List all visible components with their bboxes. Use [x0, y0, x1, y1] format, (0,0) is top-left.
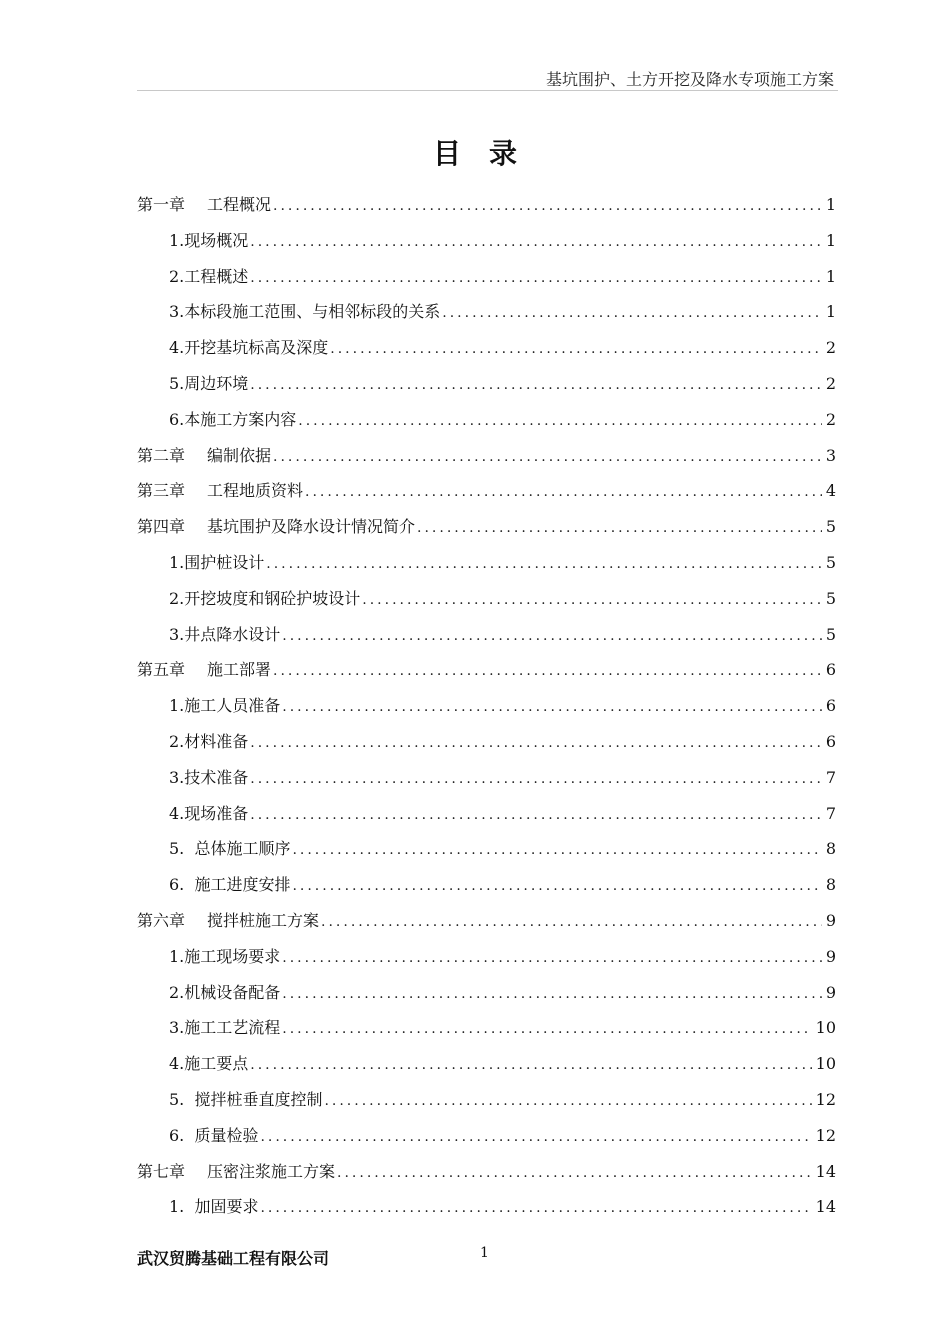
table-of-contents	[137, 187, 836, 1225]
toc-page-number: 2	[825, 338, 836, 358]
toc-section-entry[interactable]	[137, 1118, 836, 1154]
toc-chapter-entry[interactable]	[137, 903, 836, 939]
toc-dot-leader	[273, 440, 822, 474]
toc-entry-title: 3.技术准备	[169, 767, 249, 787]
toc-page-number: 1	[825, 230, 836, 250]
toc-dot-leader	[292, 869, 821, 903]
toc-dot-leader	[305, 475, 822, 509]
toc-section-entry[interactable]	[137, 688, 836, 724]
toc-entry-text	[137, 473, 303, 509]
toc-entry-text	[169, 366, 248, 402]
toc-chapter-number: 第五章	[137, 660, 186, 680]
toc-page-number: 2	[825, 409, 836, 429]
toc-entry-title: 3.井点降水设计	[169, 624, 281, 644]
toc-chapter-entry[interactable]	[137, 509, 836, 545]
toc-dot-leader	[282, 1012, 811, 1046]
toc-dot-leader	[266, 547, 822, 581]
toc-page-number: 2	[825, 373, 836, 393]
toc-entry-title: 1. 加固要求	[169, 1197, 259, 1217]
toc-entry-text	[169, 760, 248, 796]
toc-dot-leader	[250, 798, 822, 832]
toc-page-number: 5	[825, 552, 836, 572]
toc-chapter-entry[interactable]	[137, 187, 836, 223]
toc-dot-leader	[330, 332, 822, 366]
toc-entry-text	[137, 1154, 335, 1190]
toc-dot-leader	[282, 690, 822, 724]
toc-section-entry[interactable]	[137, 617, 836, 653]
toc-section-entry[interactable]	[137, 294, 836, 330]
toc-section-entry[interactable]	[137, 939, 836, 975]
toc-entry-title: 2.开挖坡度和钢砼护坡设计	[169, 588, 361, 608]
toc-page-number: 4	[825, 481, 836, 501]
toc-entry-text	[169, 581, 360, 617]
toc-section-entry[interactable]	[137, 760, 836, 796]
toc-page-number: 7	[825, 803, 836, 823]
toc-dot-leader	[282, 977, 822, 1011]
toc-entry-title: 2.材料准备	[169, 731, 249, 751]
toc-entry-title: 3.施工工艺流程	[169, 1018, 281, 1038]
toc-dot-leader	[250, 368, 822, 402]
toc-entry-text	[169, 1046, 248, 1082]
toc-entry-title: 压密注浆施工方案	[207, 1161, 336, 1181]
toc-entry-text	[169, 223, 248, 259]
toc-entry-text	[169, 330, 328, 366]
toc-entry-text	[169, 294, 440, 330]
toc-entry-text	[137, 438, 271, 474]
toc-entry-text	[169, 688, 280, 724]
toc-entry-text	[137, 903, 319, 939]
toc-page-number: 1	[825, 266, 836, 286]
toc-page-number: 9	[825, 982, 836, 1002]
toc-chapter-number: 第七章	[137, 1161, 186, 1181]
toc-section-entry[interactable]	[137, 796, 836, 832]
toc-dot-leader	[250, 1048, 811, 1082]
toc-section-entry[interactable]	[137, 1010, 836, 1046]
toc-dot-leader	[273, 654, 822, 688]
toc-entry-title: 6. 施工进度安排	[169, 875, 291, 895]
toc-section-entry[interactable]	[137, 545, 836, 581]
toc-section-entry[interactable]	[137, 1082, 836, 1118]
header-rule	[137, 90, 838, 91]
toc-entry-text	[169, 1010, 280, 1046]
toc-section-entry[interactable]	[137, 1189, 836, 1225]
toc-page-number: 8	[825, 875, 836, 895]
toc-entry-title: 4.开挖基坑标高及深度	[169, 338, 329, 358]
toc-dot-leader	[250, 726, 822, 760]
toc-dot-leader	[321, 905, 822, 939]
toc-page-number: 10	[815, 1054, 836, 1074]
toc-chapter-entry[interactable]	[137, 473, 836, 509]
toc-entry-title: 搅拌桩施工方案	[207, 910, 320, 930]
running-header-title: 基坑围护、土方开挖及降水专项施工方案	[545, 70, 834, 89]
toc-entry-title: 工程概况	[207, 195, 272, 214]
toc-dot-leader	[292, 833, 821, 867]
toc-page-number: 3	[825, 445, 836, 465]
toc-entry-title: 2.工程概述	[169, 266, 249, 286]
toc-section-entry[interactable]	[137, 330, 836, 366]
toc-entry-title: 5.周边环境	[169, 373, 249, 393]
toc-page-number: 14	[815, 1197, 836, 1217]
toc-entry-title: 1.施工人员准备	[169, 696, 281, 716]
toc-page-number: 7	[825, 767, 836, 787]
toc-entry-text	[169, 939, 280, 975]
toc-section-entry[interactable]	[137, 223, 836, 259]
toc-section-entry[interactable]	[137, 259, 836, 295]
toc-section-entry[interactable]	[137, 581, 836, 617]
toc-entry-title: 3.本标段施工范围、与相邻标段的关系	[169, 302, 441, 322]
toc-entry-text	[169, 259, 248, 295]
toc-page-number: 10	[815, 1018, 836, 1038]
toc-chapter-number: 第一章	[137, 195, 186, 214]
toc-entry-text	[169, 724, 248, 760]
toc-section-entry[interactable]	[137, 867, 836, 903]
toc-chapter-number: 第三章	[137, 481, 186, 501]
toc-entry-text	[169, 1082, 322, 1118]
toc-entry-title: 4.现场准备	[169, 803, 249, 823]
toc-dot-leader	[282, 619, 822, 653]
toc-page-number: 9	[825, 946, 836, 966]
toc-entry-title: 工程地质资料	[207, 481, 304, 501]
toc-entry-title: 6.本施工方案内容	[169, 409, 297, 429]
toc-entry-text	[169, 796, 248, 832]
toc-entry-text	[169, 617, 280, 653]
toc-entry-title: 2.机械设备配备	[169, 982, 281, 1002]
toc-entry-title: 基坑围护及降水设计情况简介	[207, 517, 416, 537]
toc-dot-leader	[250, 225, 822, 259]
toc-entry-text	[169, 831, 290, 867]
toc-section-entry[interactable]	[137, 975, 836, 1011]
toc-title: 目录	[432, 137, 545, 170]
toc-entry-text	[169, 1189, 258, 1225]
toc-section-entry[interactable]	[137, 366, 836, 402]
toc-entry-text	[169, 975, 280, 1011]
toc-dot-leader	[273, 189, 822, 223]
toc-chapter-number: 第四章	[137, 517, 186, 537]
toc-chapter-entry[interactable]	[137, 1154, 836, 1190]
toc-page-number: 9	[825, 910, 836, 930]
toc-chapter-entry[interactable]	[137, 438, 836, 474]
toc-entry-text	[137, 652, 271, 688]
toc-dot-leader	[260, 1191, 811, 1225]
toc-entry-text	[137, 187, 271, 223]
toc-entry-title: 1.施工现场要求	[169, 946, 281, 966]
toc-chapter-number: 第六章	[137, 910, 186, 930]
toc-entry-title: 5. 总体施工顺序	[169, 839, 291, 859]
toc-entry-text	[137, 509, 415, 545]
toc-entry-text	[169, 867, 290, 903]
toc-dot-leader	[417, 511, 822, 545]
toc-entry-text	[169, 1118, 258, 1154]
toc-page-number: 5	[825, 624, 836, 644]
toc-dot-leader	[250, 762, 822, 796]
toc-page-number: 12	[815, 1089, 836, 1109]
toc-page-number: 1	[825, 195, 836, 214]
toc-dot-leader	[282, 941, 822, 975]
toc-entry-title: 1.围护桩设计	[169, 552, 265, 572]
footer-company: 武汉贸腾基础工程有限公司	[137, 1249, 330, 1268]
toc-section-entry[interactable]	[137, 831, 836, 867]
toc-page-number: 1	[825, 302, 836, 322]
toc-entry-text	[169, 402, 296, 438]
toc-page-number: 6	[825, 731, 836, 751]
toc-entry-title: 1.现场概况	[169, 230, 249, 250]
toc-page-number: 6	[825, 696, 836, 716]
toc-section-entry[interactable]	[137, 724, 836, 760]
footer-page-number: 1	[480, 1245, 489, 1261]
toc-dot-leader	[260, 1120, 811, 1154]
toc-entry-title: 4.施工要点	[169, 1054, 249, 1074]
toc-page-number: 8	[825, 839, 836, 859]
toc-chapter-number: 第二章	[137, 445, 186, 465]
toc-dot-leader	[442, 296, 822, 330]
toc-page-number: 6	[825, 660, 836, 680]
toc-section-entry[interactable]	[137, 402, 836, 438]
toc-chapter-entry[interactable]	[137, 652, 836, 688]
toc-page-number: 5	[825, 588, 836, 608]
toc-section-entry[interactable]	[137, 1046, 836, 1082]
toc-page-number: 12	[815, 1125, 836, 1145]
toc-page-number: 14	[815, 1161, 836, 1181]
toc-entry-title: 6. 质量检验	[169, 1125, 259, 1145]
toc-entry-text	[169, 545, 264, 581]
toc-dot-leader	[324, 1084, 811, 1118]
toc-dot-leader	[362, 583, 822, 617]
toc-page-number: 5	[825, 517, 836, 537]
toc-dot-leader	[298, 404, 822, 438]
toc-dot-leader	[250, 261, 822, 295]
toc-entry-title: 编制依据	[207, 445, 272, 465]
toc-entry-title: 施工部署	[207, 660, 272, 680]
toc-entry-title: 5. 搅拌桩垂直度控制	[169, 1089, 323, 1109]
toc-dot-leader	[337, 1156, 812, 1190]
